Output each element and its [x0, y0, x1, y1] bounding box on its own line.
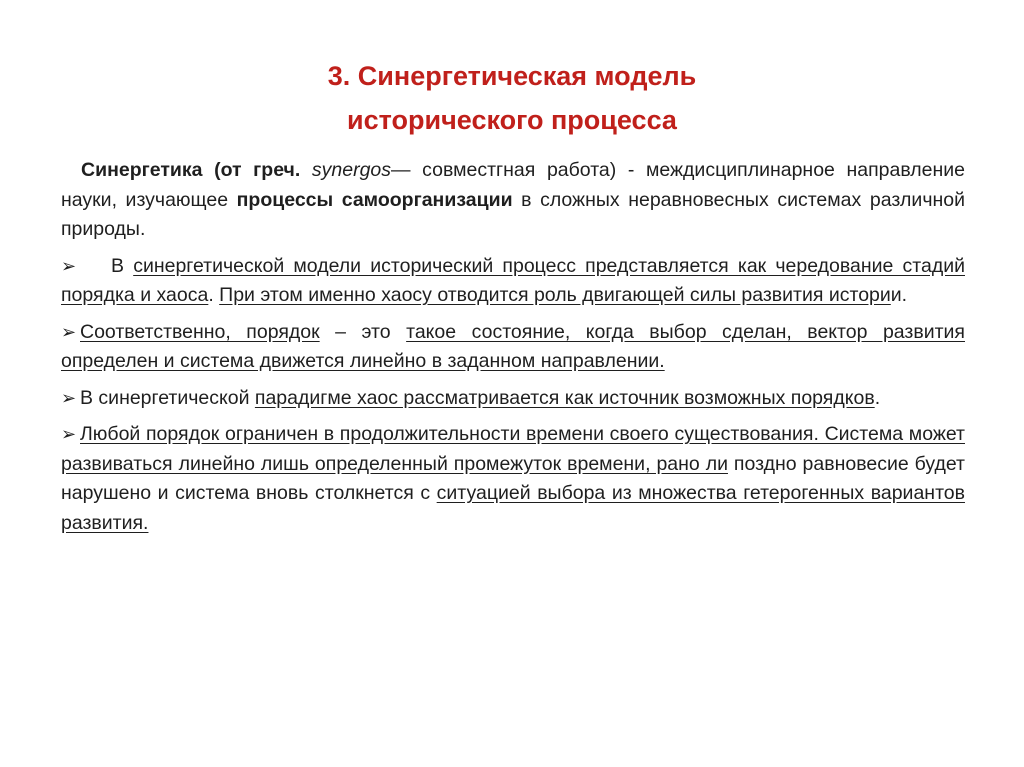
- definition-tail: в сложных неравновесных системах различной природы.: [61, 188, 965, 240]
- greek-word: synergos: [311, 159, 392, 181]
- bullet-3-start: В синергетической: [80, 386, 255, 409]
- bullet-1-end: и.: [890, 284, 908, 306]
- slide-body: [61, 156, 965, 538]
- bullet-3-underlined: парадигме хаос рассматривается как источник возможных порядков: [254, 386, 875, 409]
- bullet-item-1: [61, 252, 965, 311]
- term-paren: (от греч.: [202, 159, 312, 181]
- bold-term-self-organization: процессы самоорганизации: [236, 188, 513, 211]
- dash: —: [391, 159, 423, 181]
- arrow-bullet-icon: ➢: [61, 321, 77, 342]
- bullet-2-underlined-1: Соответственно, порядок: [80, 320, 320, 343]
- arrow-bullet-icon: ➢: [61, 424, 77, 444]
- bullet-3-end: .: [874, 386, 881, 409]
- definition-text: совместгная работа) - междисциплинарное направление науки, изучающее: [61, 159, 966, 211]
- arrow-bullet-icon: ➢: [61, 255, 77, 276]
- bullet-item-4: [61, 420, 965, 538]
- bullet-item-3: [61, 384, 965, 414]
- bullet-1-start: В: [111, 254, 134, 277]
- bullet-2-underlined-2: такое состояние, когда выбор сделан, вектор развития определен и система движется линейно в заданном направлении.: [61, 320, 965, 372]
- term-synergetics: Синергетика: [81, 159, 203, 181]
- slide-title-line-2: исторического процесса: [347, 105, 677, 136]
- bullet-4-mid: поздно равновесие будет нарушено и система вновь столкнется с: [61, 452, 965, 504]
- bullet-1-underlined-1: синергетической модели исторический процесс представляется как чередование стадий порядка и хаоса: [61, 254, 965, 306]
- definition-paragraph: [61, 156, 965, 245]
- bullet-4-underlined-2: ситуацией выбора из множества гетерогенных вариантов развития.: [61, 482, 965, 534]
- bullet-item-2: [61, 318, 965, 377]
- bullet-4-underlined-1: Любой порядок ограничен в продолжительности времени своего существования. Система может развиваться линейно лишь определенный промежуток времени, рано ли: [61, 423, 965, 475]
- bullet-2-mid: – это: [319, 320, 407, 343]
- slide-title-line-1: 3. Синергетическая модель: [327, 61, 697, 92]
- bullet-1-mid: .: [208, 284, 220, 306]
- arrow-bullet-icon: ➢: [61, 387, 77, 408]
- slide-title: [0, 54, 1024, 142]
- bullet-1-underlined-2: При этом именно хаосу отводится роль двигающей силы развития истори: [219, 284, 891, 306]
